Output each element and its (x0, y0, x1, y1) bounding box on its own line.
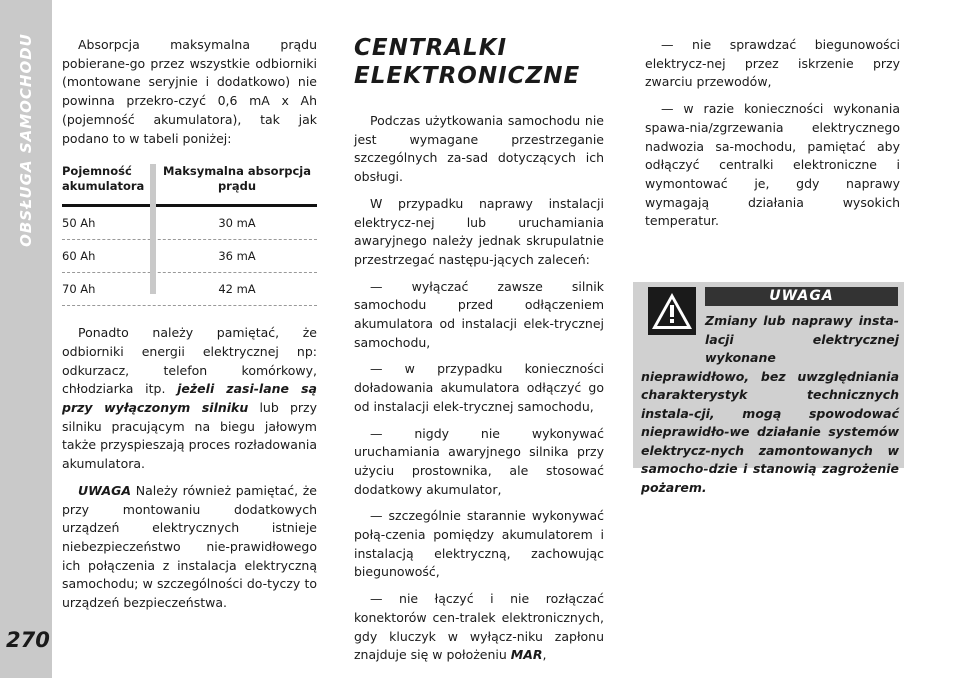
paragraph: Podczas użytkowania samochodu nie jest wymagane przestrzeganie szczególnych za-sad dotyczących ich obsługi. (354, 113, 604, 185)
intro-paragraph: Absorpcja maksymalna prądu pobierane-go przez wszystkie odbiorniki (montowane seryjnie i dodatkowo) nie powinna przekro-czyć 0,6 mA x Ah (pojemność akumulatora), tak jak podano to w tabeli poniżej: (62, 37, 317, 146)
list-item: — w przypadku konieczności doładowania akumulatora odłączyć go od instalacji elek-trycznej samochodu, (354, 361, 604, 414)
warning-label: UWAGA (705, 287, 898, 306)
heading-line1: CENTRALKI (354, 35, 508, 61)
side-band (0, 0, 52, 678)
header-capacity: Pojemność akumulatora (62, 164, 145, 194)
cell-absorption: 42 mA (218, 281, 256, 296)
consumers-bold: jeżeli zasi-lane są przy wyłączonym silniku (62, 381, 317, 416)
table-header (62, 164, 317, 207)
cell-capacity: 50 Ah (62, 215, 96, 230)
list-item: — nie sprawdzać biegunowości elektrycz-nej przez iskrzenie przy zwarciu przewodów, (645, 37, 900, 90)
list-item: — wyłączać zawsze silnik samochodu przed odłączeniem akumulatora od instalacji elek-trycznej samochodu, (354, 278, 604, 350)
column-left (62, 36, 317, 621)
column-middle (354, 112, 604, 673)
warning-text-rest: nieprawidłowo, bez uwzględniania charakterystyk technicznych instala-cji, mogą spowodować nieprawidło-we działanie systemów elektrycz-nych zamontowanych w samocho-dzie i stanowią zagrożenie pożarem. (641, 368, 899, 495)
consumers-text-after: lub przy silniku pracującym na biegu jałowym także przyspieszają proces rozładowania akumulatora. (62, 400, 317, 472)
paragraph: W przypadku naprawy instalacji elektrycz-nej lub uruchamiania awaryjnego należy jednak skrupulatnie przestrzegać następu-jących zaleceń: (354, 195, 604, 267)
consumers-paragraph (62, 324, 317, 474)
mar-position: MAR (510, 647, 543, 663)
battery-table (62, 164, 317, 306)
note-label: UWAGA (78, 482, 132, 498)
page-number: 270 (6, 628, 50, 652)
consumers-text: Ponadto należy pamiętać, że odbiorniki energii elektrycznej np: odkurzacz, telefon komórkowy, chłodziarka itp. (62, 325, 317, 397)
column-right (645, 36, 900, 239)
list-item-text: — nie łączyć i nie rozłączać konektorów cen-tralek elektronicznych, gdy kluczyk w wyłącz-niku zapłonu znajduje się w położeniu (354, 591, 604, 663)
table-divider (150, 164, 156, 294)
list-item: — szczególnie starannie wykonywać połą-czenia pomiędzy akumulatorem i instalacją elektryczną, zachowując biegunowość, (354, 508, 604, 580)
cell-absorption: 30 mA (218, 215, 256, 230)
cell-capacity: 60 Ah (62, 248, 96, 263)
warning-box (633, 282, 904, 495)
page-heading (354, 34, 580, 90)
section-title: OBSŁUGA SAMOCHODU (17, 33, 35, 247)
list-item (354, 590, 604, 665)
list-item: — nigdy nie wykonywać uruchamiania awaryjnego silnika przy użyciu prostownika, ale stosować dodatkowy akumulator, (354, 425, 604, 497)
list-item: — w razie konieczności wykonania spawa-nia/zgrzewania elektrycznego nadwozia sa-mochodu, pamiętać aby odłączyć centralki elektroniczne i wymontować je, gdy naprawy wymagają działania wysokich temperatur. (645, 101, 900, 229)
warning-text (641, 312, 899, 497)
note-text: Należy również pamiętać, że przy montowaniu dodatkowych urządzeń elektrycznych istnieje niebezpieczeństwo nie-prawidłowego ich połączenia z instalacja elektryczną samochodu; w szczególności do-tyczy to urządzeń bezpieczeństwa. (62, 482, 317, 611)
header-absorption: Maksymalna absorpcja prądu (163, 164, 311, 194)
cell-absorption: 36 mA (218, 248, 256, 263)
table-row (62, 207, 317, 240)
table-row (62, 240, 317, 273)
table-row (62, 273, 317, 306)
heading-line2: ELEKTRONICZNE (354, 63, 581, 89)
warning-text-first: Zmiany lub naprawy insta-lacji elektrycznej wykonane (705, 313, 899, 365)
list-item-text-after: , (542, 647, 547, 663)
note-paragraph (62, 482, 317, 613)
cell-capacity: 70 Ah (62, 281, 96, 296)
